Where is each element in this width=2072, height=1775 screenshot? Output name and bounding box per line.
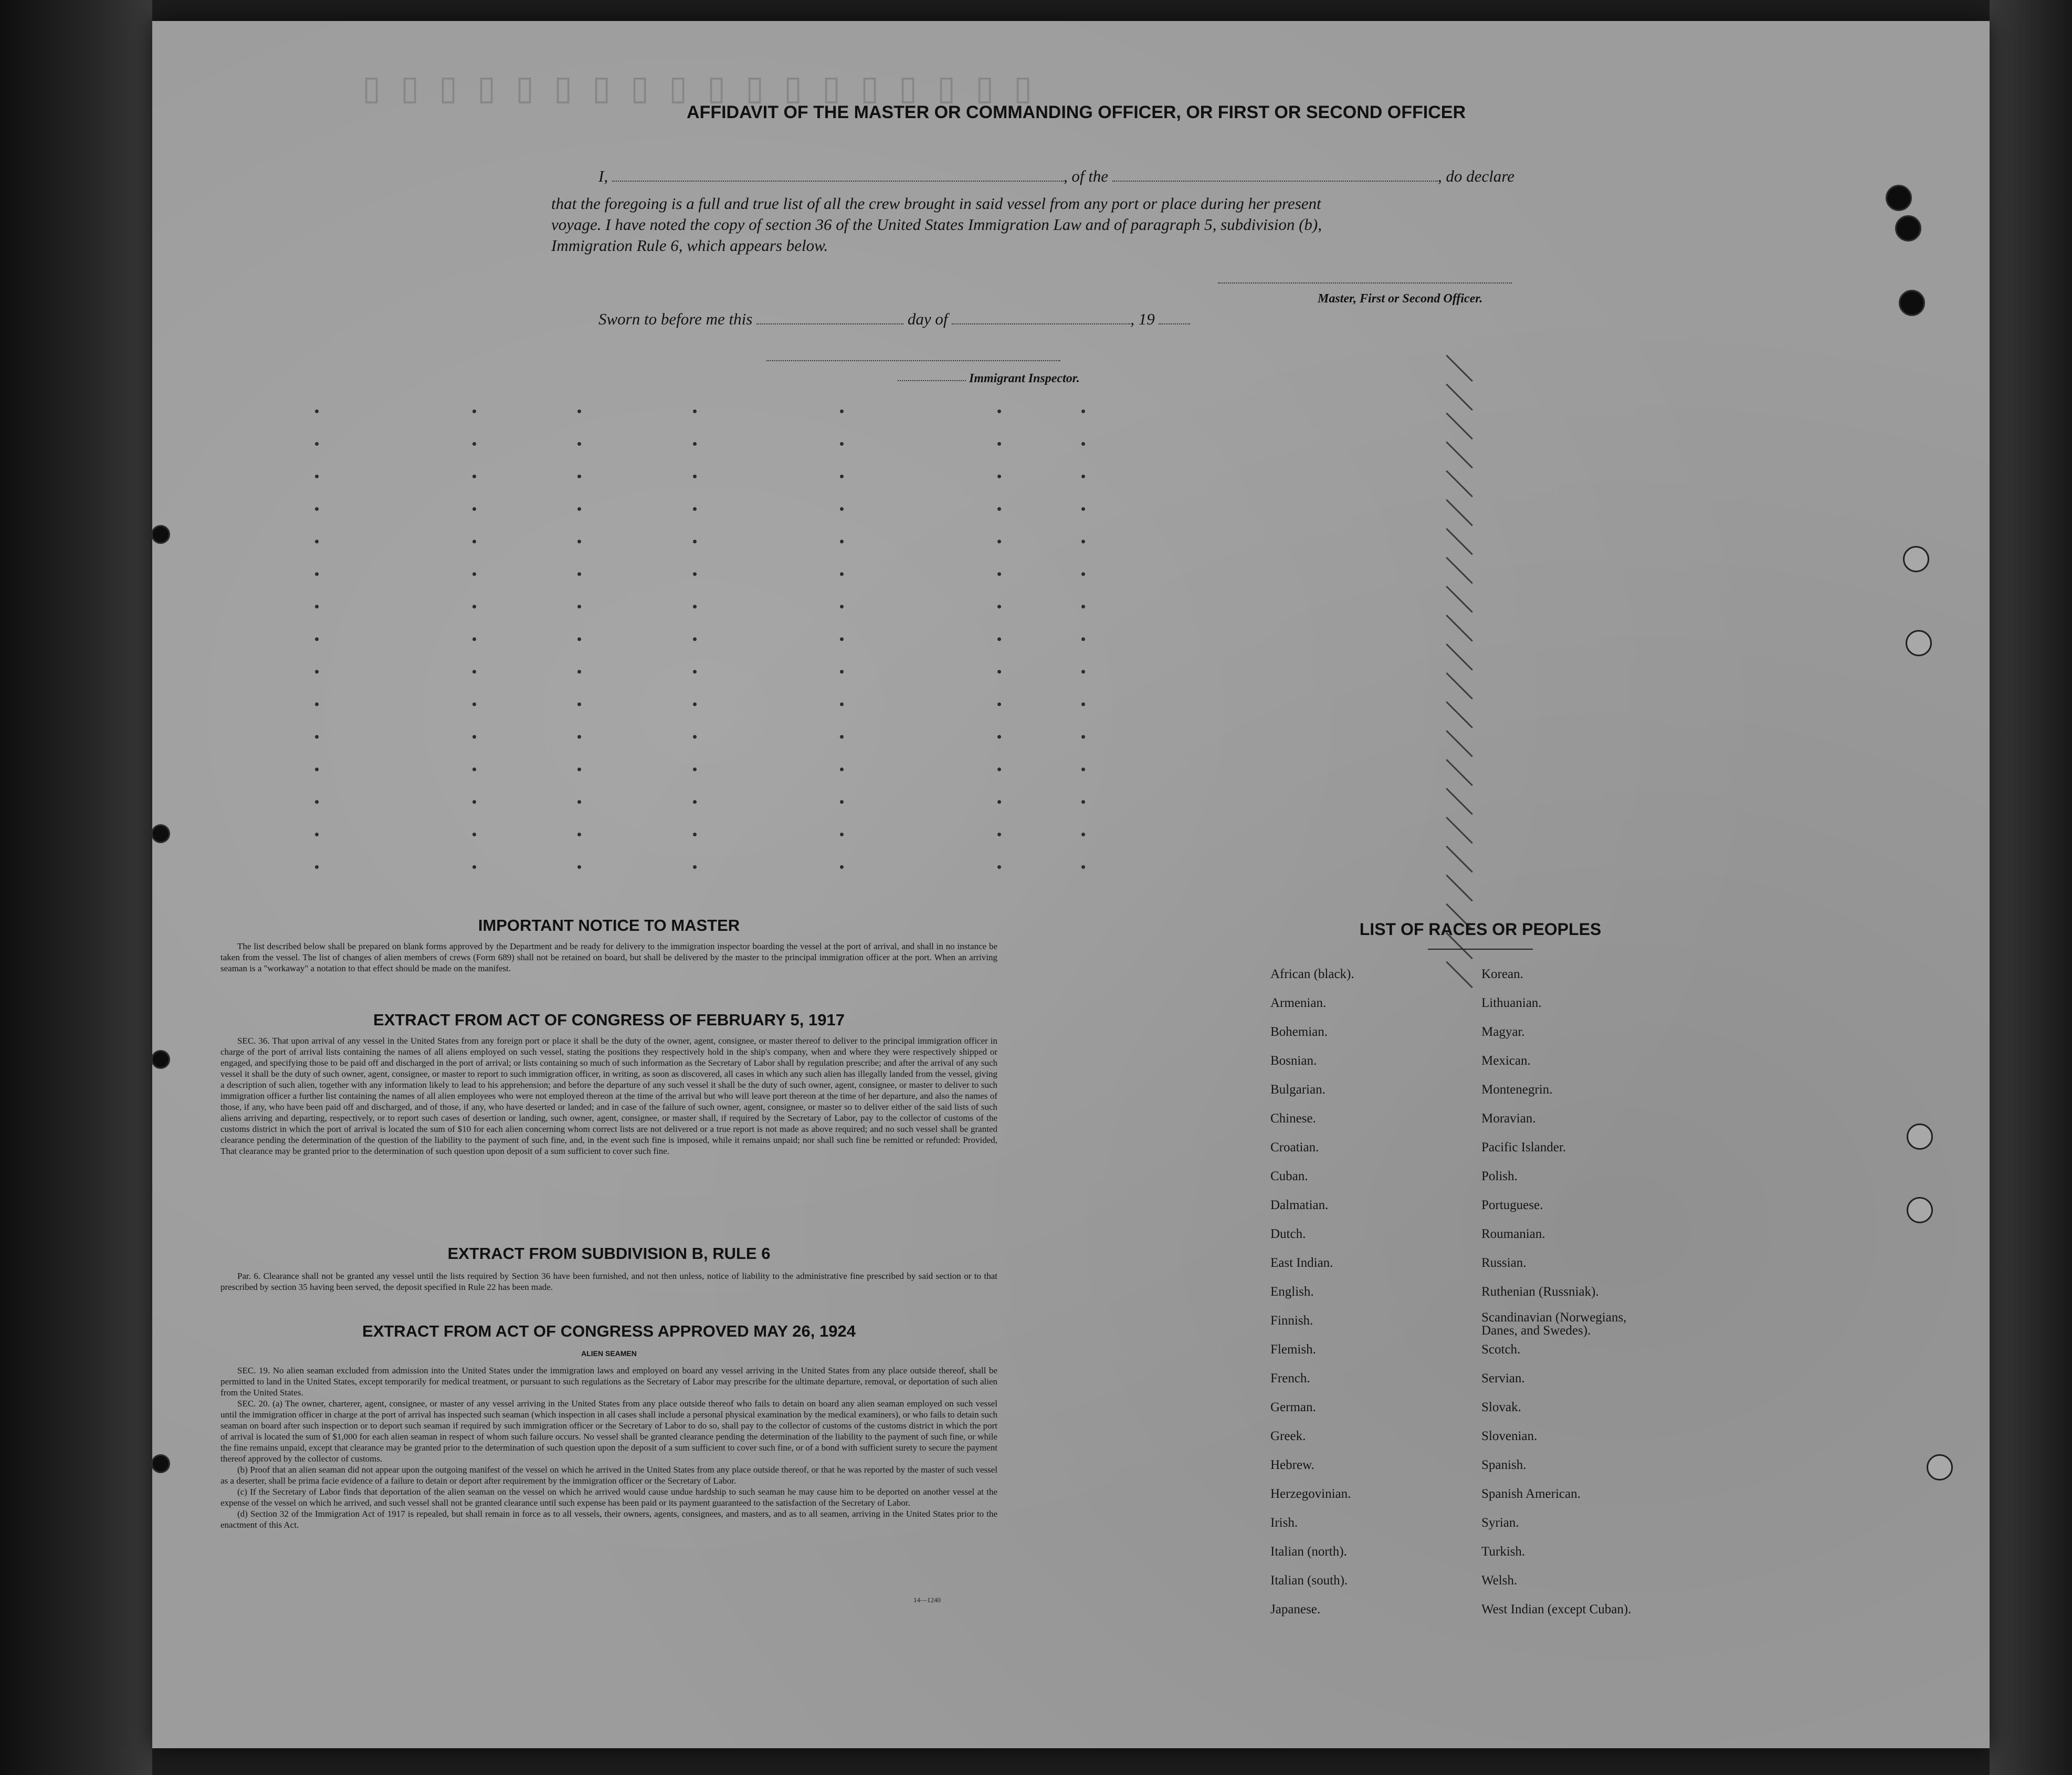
row-dot [693,572,697,576]
race-item: Greek. [1270,1429,1306,1443]
row-dot [472,507,476,511]
binder-hole [151,525,170,544]
affidavit-line-1-mid: , of the [1063,167,1109,185]
row-dot [997,605,1001,608]
row-dot [472,865,476,869]
race-item: Hebrew. [1270,1458,1314,1472]
row-dot [315,702,319,706]
sworn-month-blank[interactable] [952,323,1130,324]
affidavit-line-1-start: I, [598,167,608,185]
row-dot [693,768,697,771]
race-item: Turkish. [1481,1545,1526,1559]
row-dot [693,670,697,674]
binder-hole [1895,215,1921,241]
race-item: Italian (north). [1270,1545,1347,1559]
row-dot [997,507,1001,511]
row-dot [1081,833,1085,836]
row-dot [840,670,844,674]
row-dot [577,637,581,641]
row-dot [997,702,1001,706]
race-item: Cuban. [1270,1169,1308,1183]
row-dot [693,865,697,869]
row-dot [472,475,476,478]
row-dot [315,475,319,478]
inspector-signature-line[interactable] [766,360,1060,361]
row-dot [472,605,476,608]
tick-mark [1446,615,1473,642]
row-dot [693,833,697,836]
sec-20d-paragraph: (d) Section 32 of the Immigration Act of 1917 is repealed, but shall remain in force as to all vessels, their owners, agents, consignees, and masters, and as to all seamen, arriving in the United States prior to the enactment of this Act. [220,1509,997,1530]
row-dot [997,833,1001,836]
row-dot [472,442,476,446]
affidavit-line-3: voyage. I have noted the copy of section 36 of the United States Immigration Law and of paragraph 5, subdivision (b), [551,215,1322,234]
row-dot [693,735,697,739]
master-label: Master, First or Second Officer. [1318,292,1483,306]
affidavit-title: AFFIDAVIT OF THE MASTER OR COMMANDING OFFICER, OR FIRST OR SECOND OFFICER [687,102,1466,122]
tick-mark [1446,673,1473,700]
race-item: Irish. [1270,1516,1298,1530]
race-item: Spanish American. [1481,1487,1581,1501]
row-dot [315,637,319,641]
affidavit-line-1-end: , do declare [1437,167,1514,185]
tick-mark [1446,413,1473,440]
scanner-right-margin [1990,0,2072,1775]
row-dot [577,475,581,478]
row-dot [577,572,581,576]
affidavit-line-1 [598,167,1514,186]
row-dot [997,572,1001,576]
sworn-start: Sworn to before me this [598,310,753,328]
row-dot [315,670,319,674]
row-dot [577,670,581,674]
tick-mark [1446,701,1473,729]
row-dot [577,507,581,511]
row-dot [693,702,697,706]
row-dot [840,572,844,576]
row-dot [840,800,844,804]
row-dot [1081,409,1085,413]
row-dot [840,507,844,511]
tick-mark [1446,730,1473,758]
row-dot [472,670,476,674]
race-item: Magyar. [1481,1025,1525,1039]
race-item: Scotch. [1481,1342,1521,1357]
row-dot [997,670,1001,674]
row-dot [997,768,1001,771]
sec-19-paragraph: SEC. 19. No alien seaman excluded from admission into the United States under the immigration laws and employed on board any vessel arriving in the United States from any place outside thereof, shall be permitted to land in the United States, except temporarily for medical treatment, or pursuant to such regulations as the Secretary of Labor may prescribe for the ultimate departure, removal, or deportation of such alien from the United States. [220,1366,997,1398]
binder-hole [1907,1197,1933,1223]
inspector-dots [898,380,966,381]
row-dot [693,605,697,608]
vessel-blank[interactable] [1112,181,1438,182]
extract-rule6-text [220,1270,997,1293]
row-dot [1081,800,1085,804]
row-dot [577,540,581,543]
row-dot [577,735,581,739]
race-item: Montenegrin. [1481,1083,1553,1097]
row-dot [315,442,319,446]
race-item: Slovak. [1481,1400,1521,1414]
race-item: Bulgarian. [1270,1083,1326,1097]
row-dot [577,605,581,608]
row-dot [315,409,319,413]
binder-hole [151,1050,170,1069]
race-item: French. [1270,1371,1310,1385]
row-dot [1081,605,1085,608]
row-dot [315,768,319,771]
tick-mark [1446,817,1473,844]
row-dot [997,442,1001,446]
race-item: Armenian. [1270,996,1327,1010]
row-dot [840,702,844,706]
race-item: Polish. [1481,1169,1518,1183]
race-item: Dutch. [1270,1227,1306,1241]
sec-20b-paragraph: (b) Proof that an alien seaman did not appear upon the outgoing manifest of the vessel on which he arrived in the United States from any place outside thereof, or that he was reported by the master of such vessel as a deserter, shall be prima facie evidence of a failure to detain or deport after requirement by the immigration officer or the Secretary of Labor. [220,1465,997,1486]
extract-1917-paragraph: SEC. 36. That upon arrival of any vessel in the United States from any foreign port or place it shall be the duty of the owner, agent, consignee, or master thereof to deliver to the principal immigration officer in charge of the port of arrival lists containing the names of all aliens employed on such vessel, stating the positions they respectively hold in the ship's company, when and where they were respectively shipped or engaged, and specifying those to be paid off and discharged in the port of arrival; or lists containing so much of such information as the Secretary of Labor shall by regulation prescribe; and after the arrival of any such vessel it shall be the duty of such owner, agent, consignee, or master to report to such immigration officer, in writing, as soon as discovered, all cases in which any such alien has illegally landed from the vessel, giving a description of such alien, together with any information likely to lead to his apprehension; and before the departure of any such vessel it shall be the duty of such owner, agent, consignee, or master to deliver to such immigration officer a further list containing the names of all alien employees who were not employed thereon at the time of the arrival but who will leave port thereon at the time of her departure, and also the names of those, if any, who have been paid off and discharged, and of those, if any, who have deserted or landed; and in case of the failure of such owner, agent, consignee, or master so to deliver either of the said lists of such aliens arriving and departing, respectively, or to report such cases of desertion or landing, such owner, agent, consignee, or master shall, if required by the Secretary of Labor, pay to the collector of customs of the customs district in which the port of arrival is located the sum of $10 for each alien concerning whom correct lists are not delivered or a true report is not made as above required; and no such vessel shall be granted clearance pending the determination of the question of the liability to the payment of such fine, and, in the event such fine is imposed, while it remains unpaid; nor shall such fine be remitted or refunded: Provided, That clearance may be granted prior to the determination of such question upon deposit of a sum sufficient to cover such fine. [220,1036,997,1156]
race-item: Scandinavian (Norwegians, Danes, and Swedes). [1481,1310,1627,1338]
row-dot [840,735,844,739]
row-dot [315,800,319,804]
row-dot [693,475,697,478]
row-dot [472,800,476,804]
row-dot [472,637,476,641]
tick-mark [1446,528,1473,555]
tick-mark [1446,470,1473,498]
master-signature-line[interactable] [1218,282,1512,283]
affidavit-line-2: that the foregoing is a full and true list of all the crew brought in said vessel from any port or place during her present [551,194,1321,213]
row-dot [315,540,319,543]
race-item: Ruthenian (Russniak). [1481,1285,1599,1299]
tick-mark [1446,788,1473,815]
row-dot [315,572,319,576]
scanner-left-margin [0,0,152,1775]
row-dot [577,768,581,771]
tick-mark [1446,846,1473,873]
row-dot [315,833,319,836]
sworn-day-blank[interactable] [756,323,903,324]
row-dot [472,768,476,771]
race-item: Syrian. [1481,1516,1519,1530]
extract-1924-text [220,1365,997,1530]
race-item: East Indian. [1270,1256,1333,1270]
name-blank[interactable] [612,181,1064,182]
race-item: Korean. [1481,967,1523,981]
row-dot [693,540,697,543]
race-item: Flemish. [1270,1342,1316,1357]
row-dot [1081,540,1085,543]
row-dot [1081,865,1085,869]
row-dot [997,800,1001,804]
row-dot [840,637,844,641]
bleed-through-text: ▯ ▯ ▯ ▯ ▯ ▯ ▯ ▯ ▯ ▯ ▯ ▯ ▯ ▯ ▯ ▯ ▯ ▯ [362,69,1038,107]
affidavit-line-4: Immigration Rule 6, which appears below. [551,236,828,255]
row-dot [315,605,319,608]
race-item: Russian. [1481,1256,1527,1270]
extract-1924-title: EXTRACT FROM ACT OF CONGRESS APPROVED MAY 26, 1924 [362,1322,856,1340]
binder-hole [1886,185,1912,211]
row-dot [840,475,844,478]
sworn-line [598,310,1190,329]
race-item: Bohemian. [1270,1025,1328,1039]
empty-crew-rows [252,409,1512,934]
row-dot [577,409,581,413]
row-dot [840,768,844,771]
race-item: Lithuanian. [1481,996,1542,1010]
row-dot [1081,442,1085,446]
row-dot [840,865,844,869]
tick-mark [1446,759,1473,786]
row-dot [693,507,697,511]
row-dot [693,442,697,446]
row-dot [577,442,581,446]
binder-hole [1927,1454,1953,1480]
notice-title: IMPORTANT NOTICE TO MASTER [478,916,740,934]
race-item: Pacific Islander. [1481,1140,1566,1154]
race-item: Mexican. [1481,1054,1531,1068]
race-item: Slovenian. [1481,1429,1538,1443]
race-item: German. [1270,1400,1316,1414]
race-item: West Indian (except Cuban). [1481,1602,1632,1616]
race-item: Welsh. [1481,1573,1518,1588]
row-dot [693,637,697,641]
notice-paragraph: The list described below shall be prepared on blank forms approved by the Department and be ready for delivery to the immigration inspector boarding the vessel at the port of arrival, and shall in no instance be taken from the vessel. The list of changes of alien members of crews (Form 689) shall not be retained on board, but shall be delivered by the master to the principal immigration officer at the port. When an arriving seaman is a "workaway" a notation to that effect should be made on the manifest. [220,941,997,973]
binder-hole [1899,290,1925,316]
row-dot [997,637,1001,641]
row-dot [997,475,1001,478]
row-dot [472,540,476,543]
binder-hole [1903,546,1929,572]
row-dot [997,409,1001,413]
row-dot [577,702,581,706]
row-dot [315,735,319,739]
row-dot [693,409,697,413]
row-dot [840,833,844,836]
row-dot [472,735,476,739]
row-dot [840,442,844,446]
binder-hole [151,1454,170,1473]
row-dot [472,409,476,413]
races-title: LIST OF RACES OR PEOPLES [1359,920,1602,939]
sworn-year-blank[interactable] [1159,323,1190,324]
tick-mark [1446,499,1473,527]
sec-20c-paragraph: (c) If the Secretary of Labor finds that deportation of the alien seaman on the vessel on which he arrived would cause undue hardship to such seaman he may cause him to be deported on another vessel at the expense of the vessel on which he arrived, and such vessel shall not be granted clearance until such expense has been paid or its payment guaranteed to the satisfaction of the Secretary of Labor. [220,1487,997,1508]
row-dot [315,865,319,869]
race-item: Dalmatian. [1270,1198,1329,1212]
race-item: Herzegovinian. [1270,1487,1351,1501]
row-dot [315,507,319,511]
row-dot [472,833,476,836]
extract-rule6-title: EXTRACT FROM SUBDIVISION B, RULE 6 [447,1244,771,1263]
row-dot [1081,475,1085,478]
row-dot [577,865,581,869]
race-item: Bosnian. [1270,1054,1317,1068]
sec-20a-paragraph: SEC. 20. (a) The owner, charterer, agent, consignee, or master of any vessel arriving in the United States from any place outside thereof who fails to detain on board any alien seaman employed on such vessel until the immigration officer in charge at the port of arrival has inspected such seaman (which inspection in all cases shall include a personal physical examination by the medical examiners), or who fails to detain such seaman on board after such inspection or to deport such seaman if required by such immigration officer or the Secretary of Labor to do so, shall pay to the collector of customs of the customs district in which the port of arrival is located the sum of $1,000 for each alien seaman in respect of whom such failure occurs. No vessel shall be granted clearance pending the determination of the liability to the payment of such fine, or while the fine remains unpaid, except that clearance may be granted prior to the determination of such question upon the deposit of a sum sufficient to cover such fine, or of a bond with sufficient surety to secure the payment thereof approved by the collector of customs. [220,1399,997,1464]
race-item: African (black). [1270,967,1354,981]
alien-seamen-subtitle: ALIEN SEAMEN [581,1349,637,1358]
race-item: Finnish. [1270,1314,1313,1328]
notice-text [220,941,997,974]
race-item: Moravian. [1481,1111,1536,1126]
race-item: Portuguese. [1481,1198,1543,1212]
race-item: English. [1270,1285,1314,1299]
row-dot [693,800,697,804]
races-title-underline [1428,949,1533,950]
tick-mark [1446,875,1473,902]
race-item: Spanish. [1481,1458,1527,1472]
row-dot [997,735,1001,739]
row-dot [840,605,844,608]
binder-hole [1906,630,1932,656]
tick-mark [1446,557,1473,584]
row-dot [472,572,476,576]
tick-mark [1446,644,1473,671]
row-dot [1081,670,1085,674]
row-dot [1081,637,1085,641]
form-number: 14—1240 [913,1596,941,1604]
race-item: Croatian. [1270,1140,1319,1154]
inspector-label: Immigrant Inspector. [969,372,1080,385]
row-dot [840,540,844,543]
row-dot [1081,702,1085,706]
extract-rule6-paragraph: Par. 6. Clearance shall not be granted any vessel until the lists required by Section 36 have been furnished, and not then unless, notice of liability to the administrative fine prescribed by said section or to that prescribed by section 35 having been served, the deposit specified in Rule 22 has been made. [220,1271,997,1292]
row-dot [1081,768,1085,771]
row-dot [577,833,581,836]
row-dot [1081,507,1085,511]
binder-hole [151,824,170,843]
race-item: Chinese. [1270,1111,1316,1126]
sworn-year-label: , 19 [1130,310,1155,328]
row-dot [1081,735,1085,739]
row-dot [997,865,1001,869]
row-dot [472,702,476,706]
race-item: Japanese. [1270,1602,1321,1616]
row-dot [577,800,581,804]
row-dot [1081,572,1085,576]
extract-1917-title: EXTRACT FROM ACT OF CONGRESS OF FEBRUARY 5, 1917 [373,1011,845,1029]
tick-mark [1446,442,1473,469]
race-item: Roumanian. [1481,1227,1545,1241]
tick-mark [1446,586,1473,613]
sworn-day-label: day of [907,310,948,328]
race-item: Servian. [1481,1371,1525,1385]
row-dot [997,540,1001,543]
row-dot [840,409,844,413]
race-item: Italian (south). [1270,1573,1348,1588]
binder-hole [1907,1123,1933,1150]
extract-1917-text [220,1035,997,1157]
